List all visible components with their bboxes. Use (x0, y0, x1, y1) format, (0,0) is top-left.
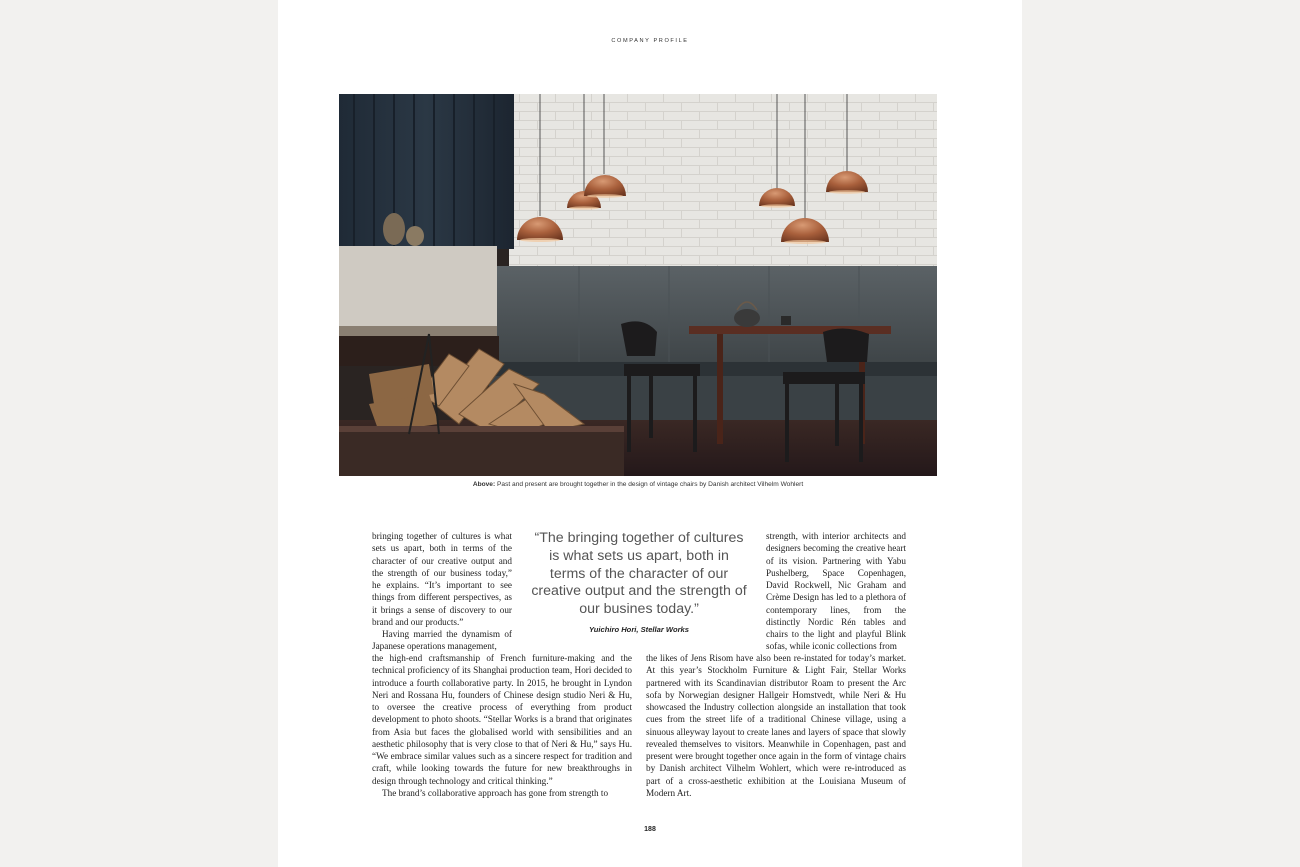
article-column-right-bottom (646, 652, 906, 799)
photo-caption (339, 481, 937, 488)
caption-text: Past and present are brought together in the design of vintage chairs by Danish architect Vilhelm Wohlert (495, 481, 804, 488)
interior-photo (339, 94, 937, 476)
paragraph: strength, with interior architects and designers becoming the creative heart of its vision. Partnering with Yabu Pushelberg, Space Copenhagen, David Rockwell, Nic Graham and Crème Design has led to a plethora of contemporary lines, from the distinctly Nordic Rén tables and chairs to the light and playful Blink sofas, while iconic collections from (766, 531, 906, 652)
paragraph: the high-end craftsmanship of French furniture-making and the technical proficiency of its Shanghai production team, Hori decided to introduce a fourth collaborative party. In 2015, he brought in Lyndon Neri and Rossana Hu, founders of Chinese design studio Neri & Hu, to oversee the creative process of everything from product development to photo shoots. “Stellar Works is a brand that originates from Asia but faces the globalised world with sensibilities and an aesthetic philosophy that is very close to that of Neri & Hu,” says Hu. “We embrace similar values such as a sincere respect for tradition and craft, while looking towards the future for new breakthroughs in design through technology and critical thinking.” (372, 653, 632, 786)
pull-quote-attribution: Yuichiro Hori, Stellar Works (588, 624, 689, 634)
interior-photo-illustration (339, 94, 937, 476)
magazine-page (278, 0, 1022, 867)
article-column-left-top (372, 530, 512, 653)
caption-lead: Above: (472, 481, 496, 488)
pull-quote-text: “The bringing together of cultures is what sets us apart, both in terms of the character of our creative output and the strength of our busines today.” (531, 530, 747, 618)
paragraph: Having married the dynamism of Japanese operations management, (372, 629, 512, 652)
paragraph: The brand’s collaborative approach has gone from strength to (382, 787, 609, 798)
page-number: 188 (644, 826, 656, 833)
article-column-right-top (766, 530, 906, 653)
pull-quote (530, 530, 748, 634)
article-column-left-bottom (372, 652, 632, 799)
section-label: COMPANY PROFILE (611, 38, 689, 44)
paragraph: bringing together of cultures is what sets us apart, both in terms of the character of our creative output and the strength of our business today,” he explains. “It’s important to see things from different perspectives, as it brings a sense of discovery to our brand and our products.” (372, 531, 512, 627)
paragraph: the likes of Jens Risom have also been re-instated for today’s market. At this year’s Stockholm Furniture & Light Fair, Stellar Works partnered with its Scandinavian distributor Roam to present the Arc sofa by Norwegian designer Hallgeir Homstvedt, while Neri & Hu showcased the Industry collection alongside an installation that took cues from the street life of a traditional Chinese village, using a sinuous alleyway layout to create lanes and layers of space that slowly revealed themselves to visitors. Meanwhile in Copenhagen, past and present were brought together once again in the form of vintage chairs by Danish architect Vilhelm Wohlert, which were re-introduced as part of a cross-aesthetic exhibition at the Louisiana Museum of Modern Art. (646, 653, 906, 798)
